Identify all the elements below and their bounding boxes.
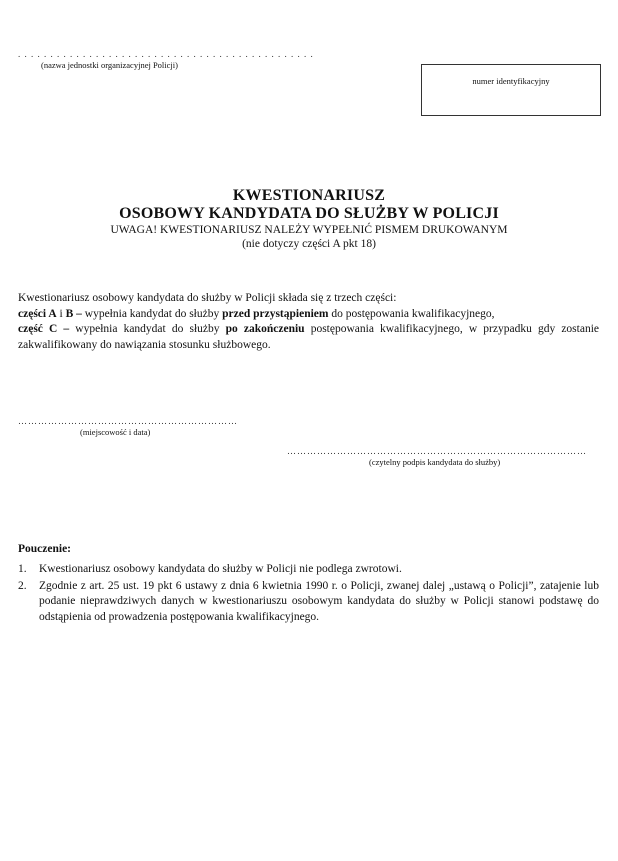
id-number-label: numer identyfikacyjny bbox=[472, 76, 550, 86]
intro-paragraph bbox=[18, 291, 599, 353]
instructions-list bbox=[18, 562, 599, 626]
form-note: (nie dotyczy części A pkt 18) bbox=[242, 238, 376, 250]
part-c-bold: po zakończeniu bbox=[225, 323, 305, 335]
place-date-dotted-line[interactable]: ………………………………………………………… bbox=[18, 416, 238, 426]
part-c-text1: wypełnia kandydat do służby bbox=[69, 323, 226, 335]
list-item-number: 2. bbox=[18, 579, 27, 592]
part-c-label: część C – bbox=[18, 323, 70, 335]
list-item bbox=[18, 562, 599, 578]
form-title-line1: KWESTIONARIUSZ bbox=[232, 187, 386, 204]
list-item bbox=[18, 579, 599, 626]
signature-dotted-line[interactable]: ……………………………………………………………………………… bbox=[287, 446, 587, 456]
parts-ab-text2: do postępowania kwalifikacyjnego, bbox=[328, 307, 495, 320]
form-title-line2: OSOBOWY KANDYDATA DO SŁUŻBY W POLICJI bbox=[119, 205, 499, 222]
list-item-text: Zgodnie z art. 25 ust. 19 pkt 6 ustawy z dnia 6 kwietnia 1990 r. o Policji, zwanej dalej „ustawą o Policji”, zatajenie lub podanie nieprawdziwych danych w kwestionariuszu osobowym kandydata do służby w Policji stanowi podstawę do odstąpienia od prowadzenia postępowania kwalifikacyjnego. bbox=[39, 579, 599, 623]
parts-ab-label: części A bbox=[18, 307, 57, 320]
list-item-number: 1. bbox=[18, 563, 27, 575]
part-c-line bbox=[18, 322, 599, 353]
instructions-title: Pouczenie: bbox=[18, 543, 72, 555]
signature-label: (czytelny podpis kandydata do służby) bbox=[369, 457, 501, 467]
parts-ab-line bbox=[18, 307, 599, 323]
intro-line: Kwestionariusz osobowy kandydata do służby w Policji składa się z trzech części: bbox=[18, 292, 397, 304]
parts-ab-text1: wypełnia kandydat do służby bbox=[81, 307, 223, 320]
unit-name-label: (nazwa jednostki organizacyjnej Policji) bbox=[41, 60, 178, 70]
parts-ab-bold: przed przystąpieniem bbox=[222, 307, 329, 320]
parts-ab-label2: B – bbox=[65, 307, 82, 320]
part-c-text2: postępowania kwalifikacyjnego, w przypadku gdy zostanie zakwalifikowany do nawiązania stosunku służbowego. bbox=[18, 323, 599, 351]
id-number-box[interactable] bbox=[421, 64, 601, 116]
form-warning: UWAGA! KWESTIONARIUSZ NALEŻY WYPEŁNIĆ PISMEM DRUKOWANYM bbox=[110, 224, 508, 236]
place-date-label: (miejscowość i data) bbox=[80, 427, 151, 437]
parts-ab-and: i bbox=[56, 307, 66, 320]
list-item-text: Kwestionariusz osobowy kandydata do służby w Policji nie podlega zwrotowi. bbox=[39, 563, 402, 575]
unit-name-dotted-line[interactable]: . . . . . . . . . . . . . . . . . . . . . . . . . . . . . . . . . . . . . . . . . . . . . . bbox=[18, 49, 314, 59]
